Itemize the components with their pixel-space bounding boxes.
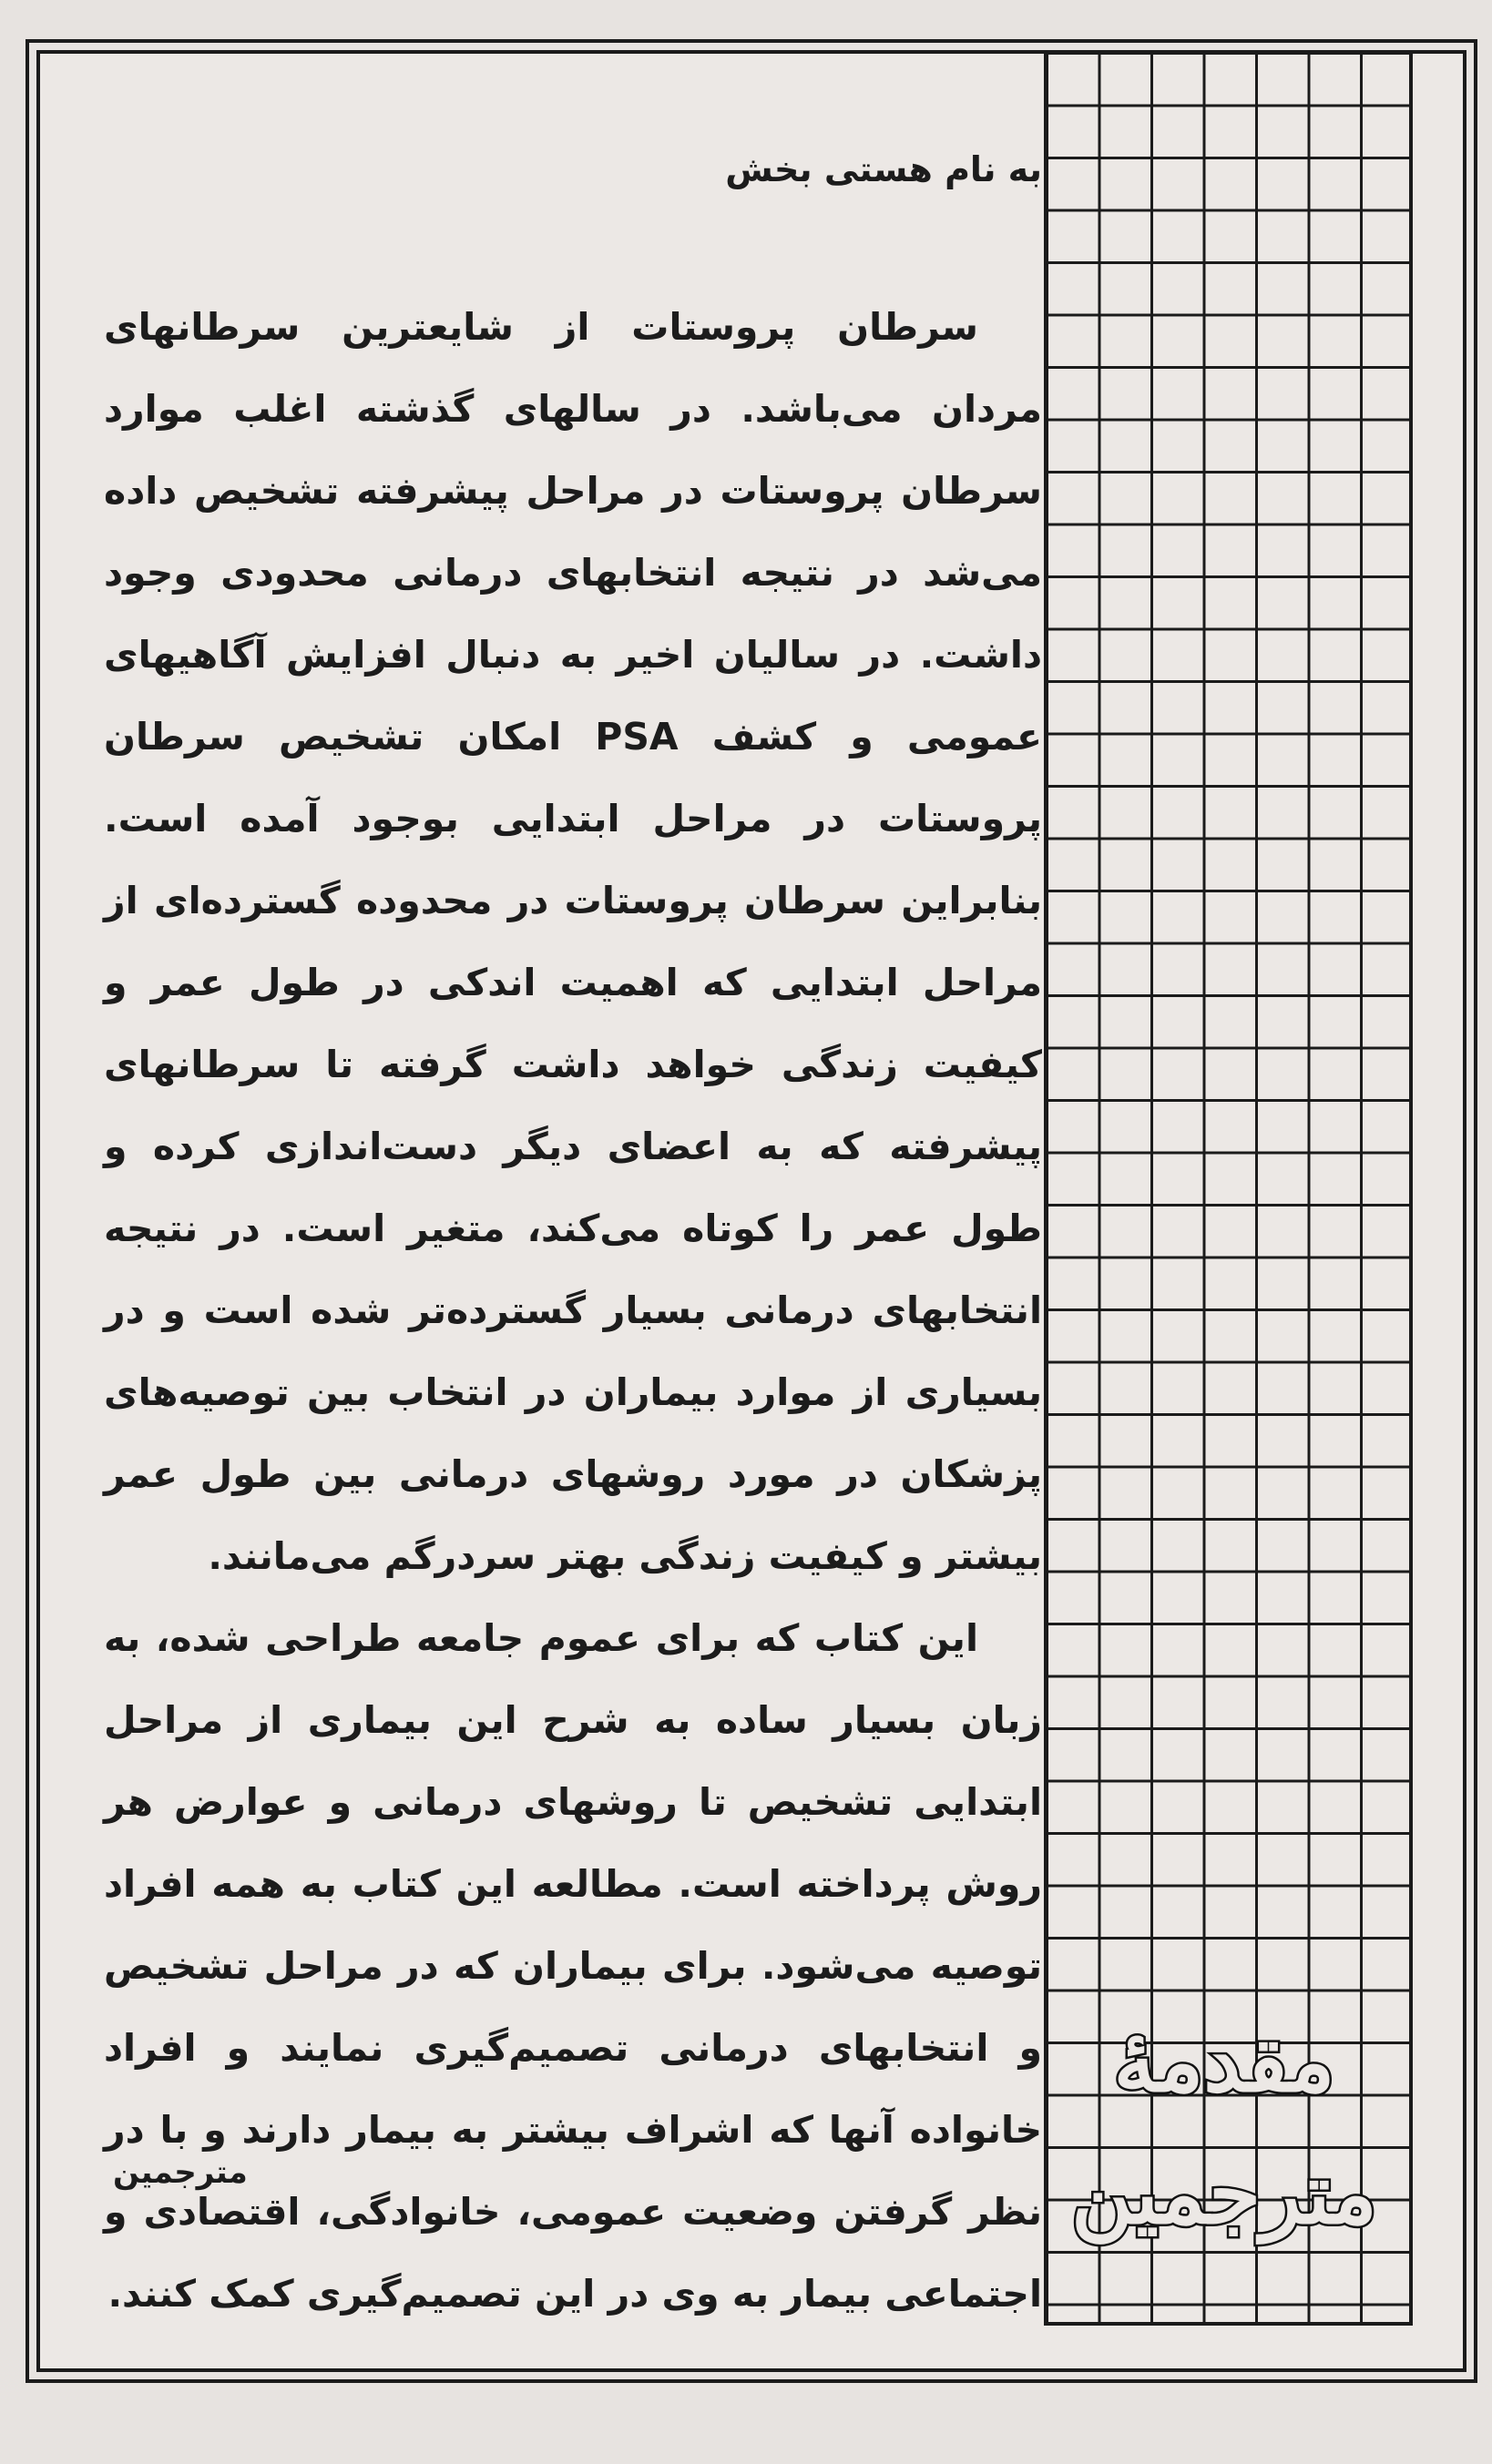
page-frame — [36, 50, 1466, 2372]
side-title-line1: مقدمهٔ — [1113, 2012, 1335, 2111]
signature: مترجمین — [113, 2154, 248, 2191]
grid-panel — [1044, 54, 1413, 2326]
side-title-line2: مترجمین — [1071, 2144, 1377, 2243]
text-column — [77, 54, 1069, 2368]
body-text — [104, 286, 1042, 2335]
paragraph-1: سرطان پروستات از شایعترین سرطانهای مردان می‌باشد. در سالهای گذشته اغلب موارد سرطان پروستات در مراحل پیشرفته تشخیص داده می‌شد در نتیجه انتخابهای درمانی محدودی وجود داشت. در سالیان اخیر به دنبال افزایش آگاهیهای عمومی و کشف PSA امکان تشخیص سرطان پروستات در مراحل ابتدایی بوجود آمده است. بنابراین سرطان پروستات در محدوده گسترده‌ای از مراحل ابتدایی که اهمیت اندکی در طول عمر و کیفیت زندگی خواهد داشت گرفته تا سرطانهای پیشرفته که به اعضای دیگر دست‌اندازی کرده و طول عمر را کوتاه می‌کند، متغیر است. در نتیجه انتخابهای درمانی بسیار گسترده‌تر شده است و در بسیاری از موارد بیماران در انتخاب بین توصیه‌های پزشکان در مورد روشهای درمانی بین طول عمر بیشتر و کیفیت زندگی بهتر سردرگم می‌مانند. — [104, 305, 1042, 1578]
paragraph-2: این کتاب که برای عموم جامعه طراحی شده، به زبان بسیار ساده به شرح این بیماری از مراحل ابتدایی تشخیص تا روشهای درمانی و عوارض هر روش پرداخته است. مطالعه این کتاب به همه افراد توصیه می‌شود. برای بیماران که در مراحل تشخیص و انتخابهای درمانی تصمیم‌گیری نمایند و افراد خانواده آنها که اشراف بیشتر به بیمار دارند و با در نظر گرفتن وضعیت عمومی، خانوادگی، اقتصادی و اجتماعی بیمار به وی در این تصمیم‌گیری کمک کنند. — [104, 1616, 1042, 2316]
page-heading: به نام هستی بخش — [725, 149, 1042, 189]
